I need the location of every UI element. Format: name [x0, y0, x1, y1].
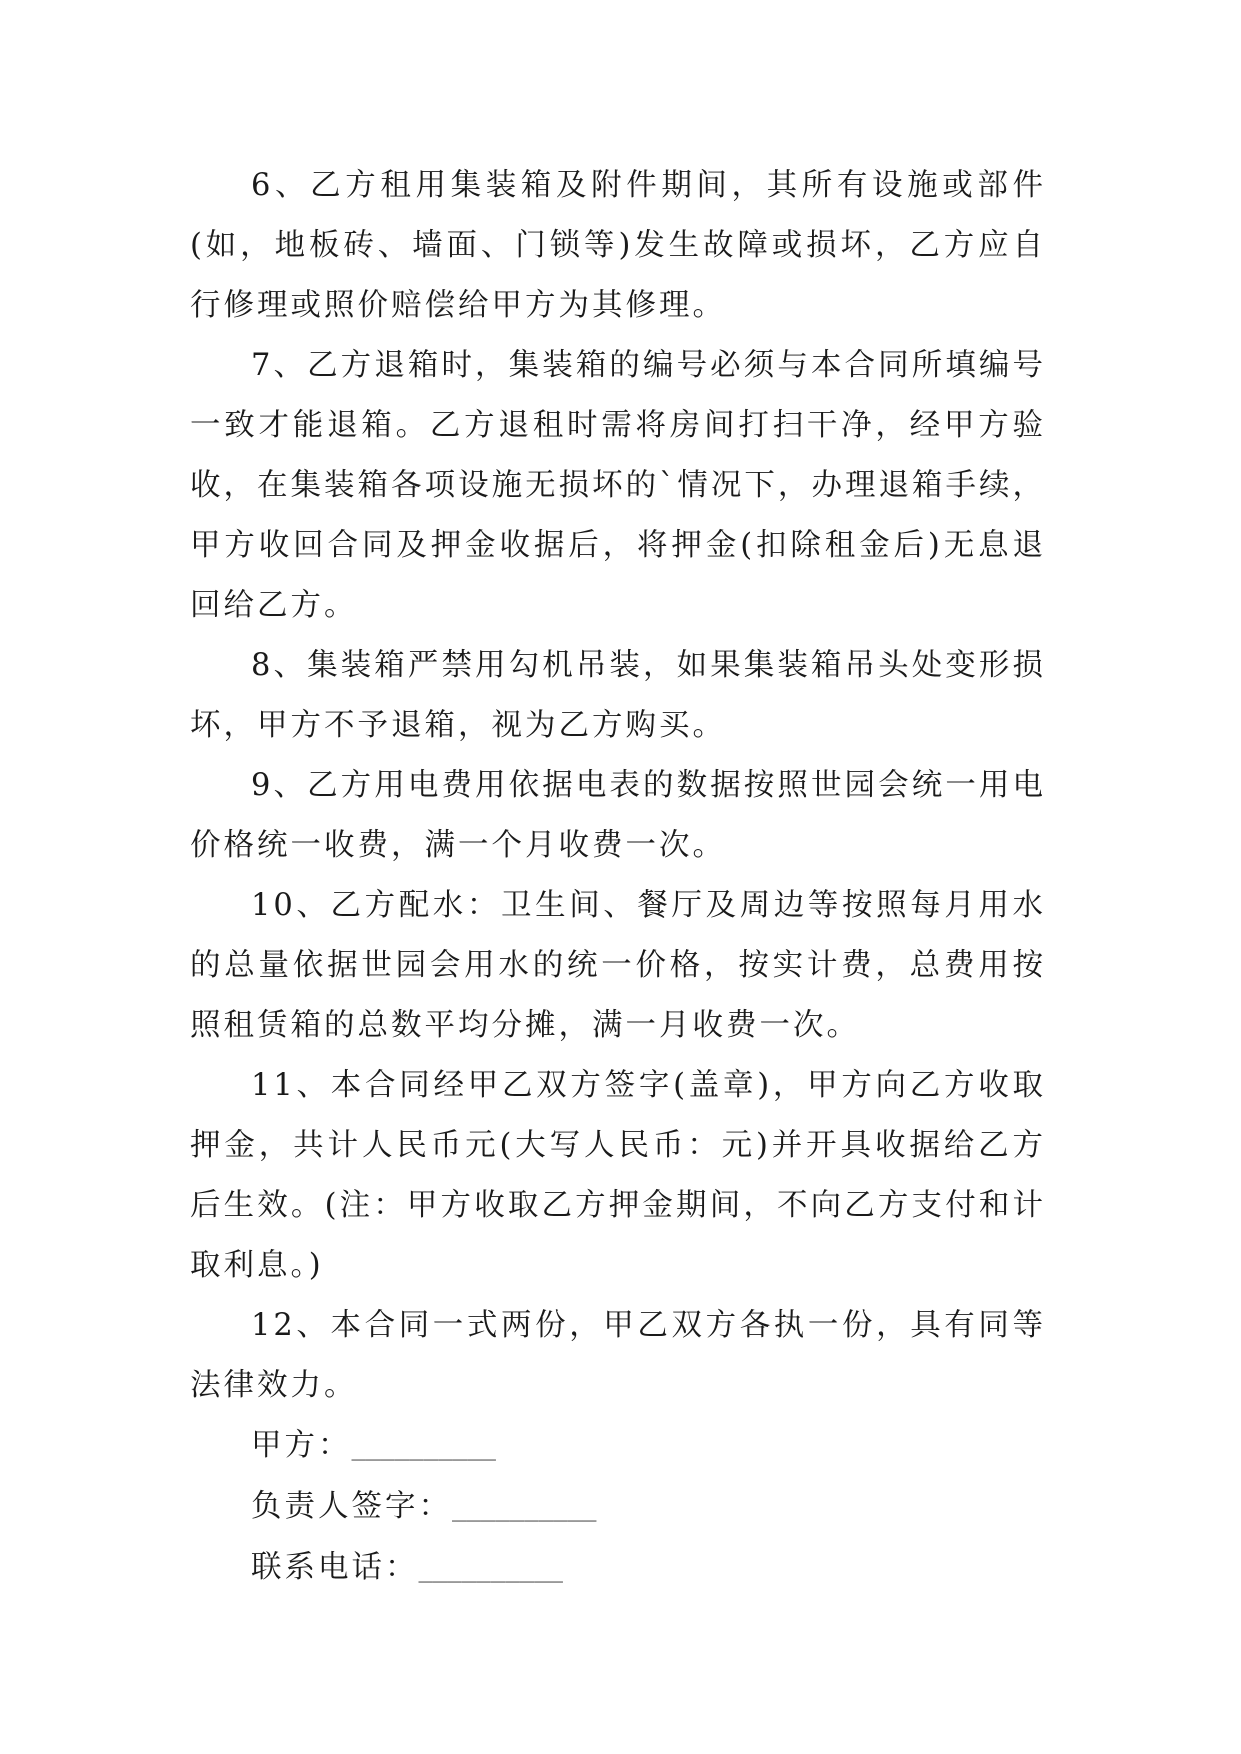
responsible-person-blank: __________ [452, 1494, 597, 1522]
clause-9: 9、乙方用电费用依据电表的数据按照世园会统一用电价格统一收费，满一个月收费一次。 [190, 768, 1046, 863]
responsible-person-label: 负责人签字： [251, 1489, 452, 1524]
clause-10: 10、乙方配水：卫生间、餐厅及周边等按照每月用水的总量依据世园会用水的统一价格，按实计费，总费用按照租赁箱的总数平均分摊，满一月收费一次。 [190, 888, 1046, 1043]
contact-phone-label: 联系电话： [251, 1550, 419, 1585]
party-a-blank: __________ [351, 1433, 496, 1461]
signature-responsible-person [190, 1477, 1046, 1538]
contact-phone-blank: __________ [418, 1555, 563, 1583]
clause-11: 11、本合同经甲乙双方签字(盖章)，甲方向乙方收取押金，共计人民币元(大写人民币：元)并开具收据给乙方后生效。(注：甲方收取乙方押金期间，不向乙方支付和计取利息。) [190, 1068, 1046, 1283]
clause-8: 8、集装箱严禁用勾机吊装，如果集装箱吊头处变形损坏，甲方不予退箱，视为乙方购买。 [190, 648, 1046, 743]
signature-party-a [190, 1416, 1046, 1477]
party-a-label: 甲方： [251, 1428, 352, 1463]
clause-12: 12、本合同一式两份，甲乙双方各执一份，具有同等法律效力。 [190, 1308, 1046, 1403]
signature-contact-phone [190, 1538, 1046, 1599]
clause-7: 7、乙方退箱时，集装箱的编号必须与本合同所填编号一致才能退箱。乙方退租时需将房间打扫干净，经甲方验收，在集装箱各项设施无损坏的`情况下，办理退箱手续，甲方收回合同及押金收据后，将押金(扣除租金后)无息退回给乙方。 [190, 348, 1046, 623]
contract-body [190, 156, 1046, 1599]
clause-6: 6、乙方租用集装箱及附件期间，其所有设施或部件(如，地板砖、墙面、门锁等)发生故障或损坏，乙方应自行修理或照价赔偿给甲方为其修理。 [190, 168, 1046, 323]
